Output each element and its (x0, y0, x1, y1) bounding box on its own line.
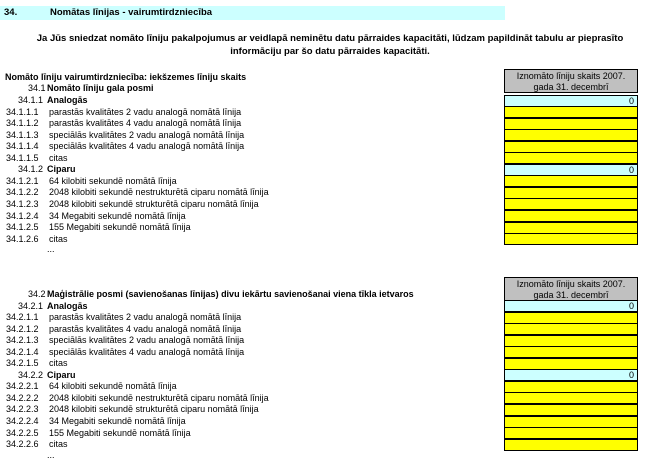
section2-row-code: 34.2.2.6 (6, 439, 39, 450)
section2-row-label: citas (49, 358, 68, 369)
section1-row-code: 34.1.1.2 (6, 118, 39, 129)
section1-row-label: speciālās kvalitātes 4 vadu analogā nomātā līnija (49, 141, 245, 152)
section2-row-code: 34.2.2.3 (6, 404, 39, 415)
section2-value-cell[interactable]: 0 (504, 300, 638, 312)
section2-row-code: 34.2.1.1 (6, 312, 39, 323)
section2-row-label: citas (49, 439, 68, 450)
section-number: 34. (4, 7, 18, 18)
section2-row-label: 155 Megabiti sekundē nomātā līnija (49, 427, 191, 438)
section2-value-cell[interactable]: 0 (504, 369, 638, 381)
section1-value-cell[interactable] (504, 187, 638, 199)
section1-value-cell[interactable]: 0 (504, 95, 638, 107)
section1-row-code: 34.1.2.3 (6, 198, 39, 209)
section1-value-cell[interactable] (504, 198, 638, 210)
section1-row-code: 34.1.2.6 (6, 233, 39, 244)
section1-value-cell[interactable] (504, 222, 638, 234)
section2-row-label: Ciparu (47, 369, 76, 380)
section2-value-cell[interactable] (504, 392, 638, 404)
section2-value-cell[interactable] (504, 335, 638, 347)
section2-row-code: 34.2.1.3 (6, 335, 39, 346)
section2-value-cell[interactable] (504, 323, 638, 335)
section1-row-code: 34.1.1 (18, 95, 44, 105)
section1-sub-code: 34.1 (28, 83, 46, 93)
section2-column-header-line1: Iznomāto līniju skaits 2007. (516, 279, 626, 289)
section1-value-cell[interactable] (504, 233, 638, 245)
section2-value-cell[interactable] (504, 358, 638, 370)
section2-value-cell[interactable] (504, 381, 638, 393)
section2-row-label: 34 Megabiti sekundē nomātā līnija (49, 416, 186, 426)
section1-row-code: 34.1.2.4 (6, 210, 39, 221)
section-title: Nomātas līnijas - vairumtirdzniecība (50, 7, 213, 18)
section1-column-header-line1: Iznomāto līniju skaits 2007. (516, 71, 626, 81)
section1-row-code: 34.1.2.5 (6, 222, 39, 233)
section1-row-label: 34 Megabiti sekundē nomātā līnija (49, 210, 186, 221)
section1-row-label: 64 kilobiti sekundē nomātā līnija (49, 175, 177, 186)
section1-value-cell[interactable] (504, 152, 638, 164)
section1-row-code: 34.1.2.2 (6, 187, 39, 198)
section2-row-label: parastās kvalitātes 2 vadu analogā nomātā līnija (49, 312, 242, 323)
section1-value-cell[interactable] (504, 118, 638, 130)
section2-row-label: 2048 kilobiti sekundē strukturētā ciparu nomātā līnija (49, 404, 259, 415)
section1-row-label: 2048 kilobiti sekundē nestrukturētā ciparu nomātā līnija (49, 187, 269, 198)
section1-row-label: Analogās (47, 95, 88, 105)
section2-value-cell[interactable] (504, 416, 638, 428)
section2-row-code: 34.2.1.2 (6, 323, 39, 334)
section2-value-cell[interactable] (504, 439, 638, 451)
section1-row-label: 155 Megabiti sekundē nomātā līnija (49, 222, 191, 233)
section2-value-cell[interactable] (504, 312, 638, 324)
section2-row-code: 34.2.2.5 (6, 427, 39, 438)
section2-row-label: Analogās (47, 300, 88, 311)
section2-row-code: 34.2.1.5 (6, 358, 39, 369)
section2-sub-label: Maģistrālie posmi (savienošanas līnijas) divu iekārtu savienošanai viena tīkla ietvaros (47, 289, 414, 299)
section1-column-header-line2: gada 31. decembrī (533, 82, 609, 92)
section2-sub-code: 34.2 (28, 289, 46, 299)
section1-ellipsis: ... (47, 244, 55, 255)
section1-row-code: 34.1.2 (18, 164, 44, 175)
section1-row-label: 2048 kilobiti sekundē strukturētā ciparu nomātā līnija (49, 198, 259, 209)
section1-row-code: 34.1.1.4 (6, 141, 39, 152)
section2-ellipsis: ... (47, 449, 55, 460)
section1-value-cell[interactable] (504, 141, 638, 153)
section1-value-cell[interactable] (504, 175, 638, 187)
section1-sub-label: Nomāto līniju gala posmi (47, 83, 154, 93)
section2-value-cell[interactable] (504, 346, 638, 358)
section1-row-label: Ciparu (47, 164, 76, 175)
section1-row-label: citas (49, 233, 68, 244)
section1-value-cell[interactable] (504, 129, 638, 141)
section2-row-label: parastās kvalitātes 4 vadu analogā nomātā līnija (49, 323, 242, 334)
section2-row-code: 34.2.1 (18, 300, 44, 311)
section1-row-code: 34.1.2.1 (6, 175, 39, 186)
section1-heading: Nomāto līniju vairumtirdzniecība: iekšzemes līniju skaits (5, 72, 247, 82)
section1-row-label: parastās kvalitātes 4 vadu analogā nomātā līnija (49, 118, 242, 129)
section2-row-code: 34.2.2.4 (6, 416, 39, 426)
intro-line-1: Ja Jūs sniedzat nomāto līniju pakalpojumus ar veidlapā neminētu datu pārraides kapacitāti, lūdzam papildināt tabulu ar pieprasīto (36, 33, 624, 44)
section2-row-code: 34.2.1.4 (6, 346, 39, 357)
section1-row-code: 34.1.1.5 (6, 152, 39, 163)
section2-row-code: 34.2.2.2 (6, 392, 39, 403)
section2-row-label: speciālās kvalitātes 2 vadu analogā nomātā līnija (49, 335, 245, 346)
section1-row-code: 34.1.1.1 (6, 106, 39, 117)
intro-line-2: informāciju par šo datu pārraides kapacitāti. (230, 46, 430, 57)
section2-column-header (504, 277, 638, 301)
section2-row-code: 34.2.2 (18, 369, 44, 380)
section1-row-label: parastās kvalitātes 2 vadu analogā nomātā līnija (49, 106, 242, 117)
section2-row-code: 34.2.2.1 (6, 381, 39, 392)
section2-row-label: 2048 kilobiti sekundē nestrukturētā ciparu nomātā līnija (49, 392, 269, 403)
section2-value-cell[interactable] (504, 404, 638, 416)
section1-column-header (504, 69, 638, 93)
section1-value-cell[interactable] (504, 210, 638, 222)
section1-row-code: 34.1.1.3 (6, 129, 39, 140)
section1-value-cell[interactable]: 0 (504, 164, 638, 176)
section2-row-label: 64 kilobiti sekundē nomātā līnija (49, 381, 177, 392)
section1-row-label: citas (49, 152, 68, 163)
section2-row-label: speciālās kvalitātes 4 vadu analogā nomātā līnija (49, 346, 245, 357)
section1-row-label: speciālās kvalitātes 2 vadu analogā nomātā līnija (49, 129, 245, 140)
section2-value-cell[interactable] (504, 427, 638, 439)
section2-column-header-line2: gada 31. decembrī (533, 290, 609, 300)
section1-value-cell[interactable] (504, 106, 638, 118)
